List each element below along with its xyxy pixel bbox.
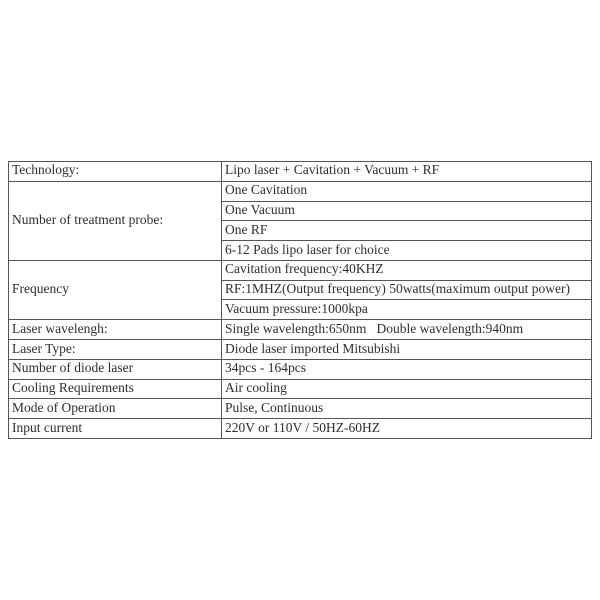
table-row xyxy=(9,260,592,280)
spec-value: RF:1MHZ(Output frequency) 50watts(maximum output power) xyxy=(222,280,592,300)
spec-value: Pulse, Continuous xyxy=(222,399,592,419)
spec-label-operation-mode: Mode of Operation xyxy=(9,399,222,419)
spec-value: Single wavelength:650nm Double wavelength:940nm xyxy=(222,320,592,340)
table-row xyxy=(9,399,592,419)
spec-value: Cavitation frequency:40KHZ xyxy=(222,260,592,280)
table-row xyxy=(9,320,592,340)
spec-label-laser-type: Laser Type: xyxy=(9,340,222,360)
spec-value: Vacuum pressure:1000kpa xyxy=(222,300,592,320)
table-row xyxy=(9,181,592,201)
spec-value: 34pcs - 164pcs xyxy=(222,359,592,379)
spec-value: 220V or 110V / 50HZ-60HZ xyxy=(222,419,592,439)
spec-label-diode-count: Number of diode laser xyxy=(9,359,222,379)
table-row xyxy=(9,379,592,399)
spec-value: One Vacuum xyxy=(222,201,592,221)
table-row xyxy=(9,419,592,439)
spec-label-technology: Technology: xyxy=(9,162,222,182)
spec-value: One RF xyxy=(222,221,592,241)
spec-label-frequency: Frequency xyxy=(9,260,222,319)
spec-value: Lipo laser + Cavitation + Vacuum + RF xyxy=(222,162,592,182)
table-row xyxy=(9,359,592,379)
spec-value: 6-12 Pads lipo laser for choice xyxy=(222,241,592,261)
table-row xyxy=(9,340,592,360)
spec-label-treatment-probe: Number of treatment probe: xyxy=(9,181,222,260)
spec-value: Air cooling xyxy=(222,379,592,399)
spec-value: Diode laser imported Mitsubishi xyxy=(222,340,592,360)
spec-value: One Cavitation xyxy=(222,181,592,201)
spec-label-input-current: Input current xyxy=(9,419,222,439)
spec-label-cooling: Cooling Requirements xyxy=(9,379,222,399)
spec-label-wavelength: Laser wavelengh: xyxy=(9,320,222,340)
table-row xyxy=(9,162,592,182)
spec-table xyxy=(8,161,592,439)
